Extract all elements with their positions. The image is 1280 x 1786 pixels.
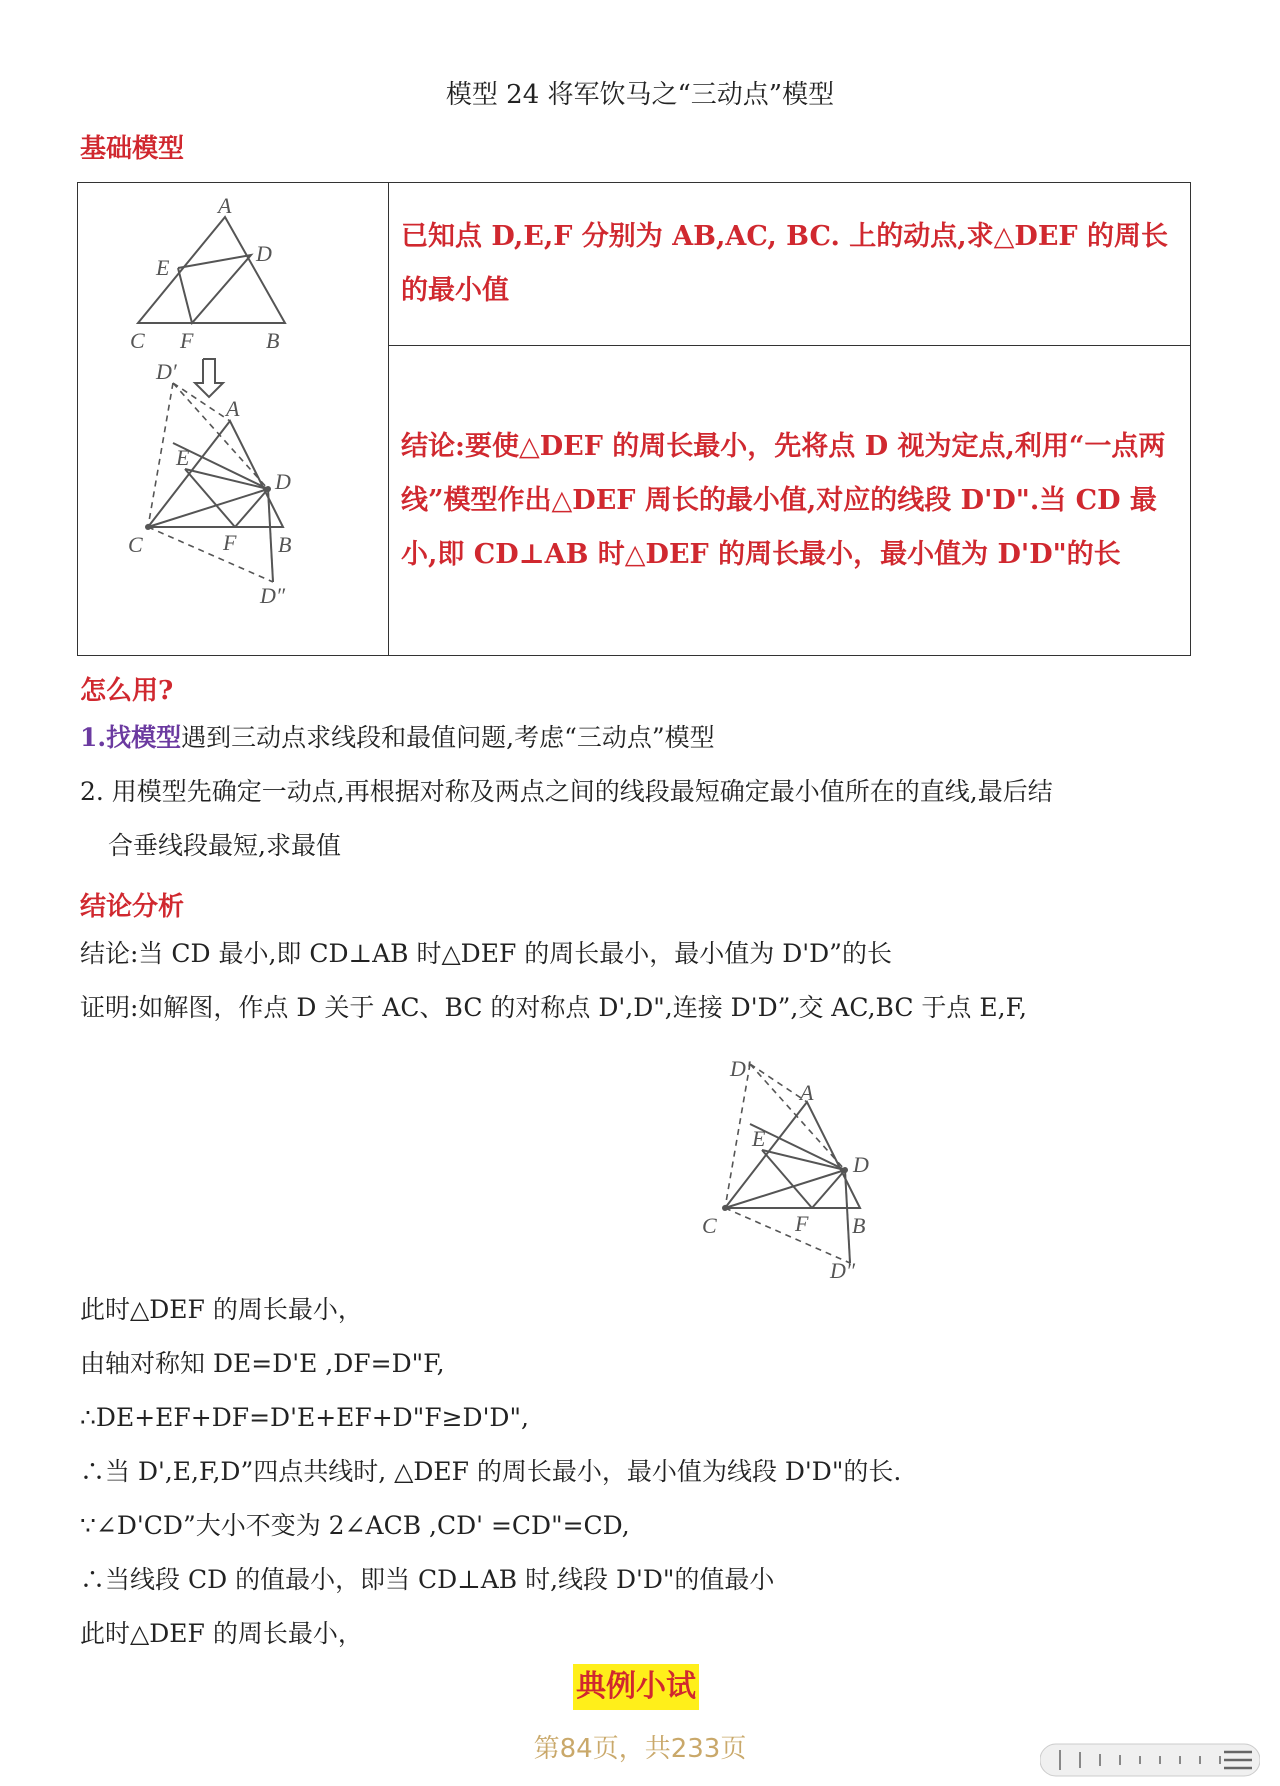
page-title: 模型 24 将军饮马之“三动点”模型 [445,80,835,110]
proof-label-D-prime: D′ [730,1056,751,1081]
proof-label-A: A [800,1080,814,1105]
proof-line-3: ∴DE+EF+DF=D'E+EF+D"F≥D'D", [80,1403,529,1432]
analysis-line-1: 结论:当 CD 最小,即 CD⊥AB 时△DEF 的周长最小，最小值为 D'D”的长 [80,939,892,968]
step-2-line-2: 合垂线段最短,求最值 [108,831,341,860]
highlight-heading [573,1664,699,1710]
given-cell [389,183,1191,346]
proof-label-D-double-prime: D″ [830,1258,856,1282]
step-1 [80,720,715,756]
label-B: B [266,328,280,353]
step-1-text: 遇到三动点求线段和最值问题,考虑“三动点”模型 [181,723,715,752]
label-A: A [218,193,232,218]
model-table [77,182,1191,656]
section-basic-model: 基础模型 [80,134,185,164]
section-analysis: 结论分析 [80,892,185,922]
step-1-num: 1. [80,723,107,752]
page-indicator: 第84页，共233页 [533,1734,747,1764]
proof-label-F: F [795,1211,809,1236]
label-C-2: C [128,532,143,557]
proof-line-7: 此时△DEF 的周长最小， [80,1619,363,1648]
label-F: F [180,328,194,353]
proof-line-4: ∴当 D',E,F,D”四点共线时, △DEF 的周长最小，最小值为线段 D'D"的长. [80,1457,902,1486]
down-arrow-icon [195,359,223,397]
proof-line-5: ∵∠D'CD”大小不变为 2∠ACB ,CD' =CD"=CD, [80,1511,630,1540]
proof-label-C: C [702,1213,717,1238]
label-D: D [256,241,272,266]
label-E: E [156,255,170,280]
conclusion-text: 结论:要使△DEF 的周长最小，先将点 D 视为定点,利用“一点两线”模型作出△DEF 周长的最小值,对应的线段 D'D".当 CD 最小,即 CD⊥AB 时△DEF 的周长最小，最小值为 D'D"的长 [401,430,1166,570]
section-howto: 怎么用? [80,676,174,706]
conclusion-cell [389,346,1191,656]
label-D-prime: D′ [156,359,177,384]
proof-line-1: 此时△DEF 的周长最小， [80,1295,363,1324]
proof-line-2: 由轴对称知 DE=D'E ,DF=D"F, [80,1349,445,1378]
label-A-2: A [226,396,240,421]
proof-line-6: ∴当线段 CD 的值最小，即当 CD⊥AB 时,线段 D'D"的值最小 [80,1565,775,1594]
proof-label-D: D [853,1152,869,1177]
figure-cell [78,183,389,656]
label-E-2: E [176,445,190,470]
label-D-double-prime: D″ [260,583,286,608]
step-1-key: 找模型 [106,723,182,752]
label-D-2: D [275,469,291,494]
menu-icon[interactable] [1218,1740,1258,1780]
step-2-line-1: 2. 用模型先确定一动点,再根据对称及两点之间的线段最短确定最小值所在的直线,最后结 [80,777,1053,806]
label-B-2: B [278,532,292,557]
label-F-2: F [223,530,237,555]
given-text: 已知点 D,E,F 分别为 AB,AC, BC. 上的动点,求△DEF 的周长的最小值 [401,221,1168,306]
analysis-line-2: 证明:如解图，作点 D 关于 AC、BC 的对称点 D',D",连接 D'D”,交 AC,BC 于点 E,F, [80,993,1027,1022]
label-C: C [130,328,145,353]
highlight-text: 典例小试 [576,1669,696,1704]
proof-figure [690,1052,890,1282]
model-figure [78,183,378,653]
proof-label-E: E [752,1126,766,1151]
proof-label-B: B [852,1213,866,1238]
